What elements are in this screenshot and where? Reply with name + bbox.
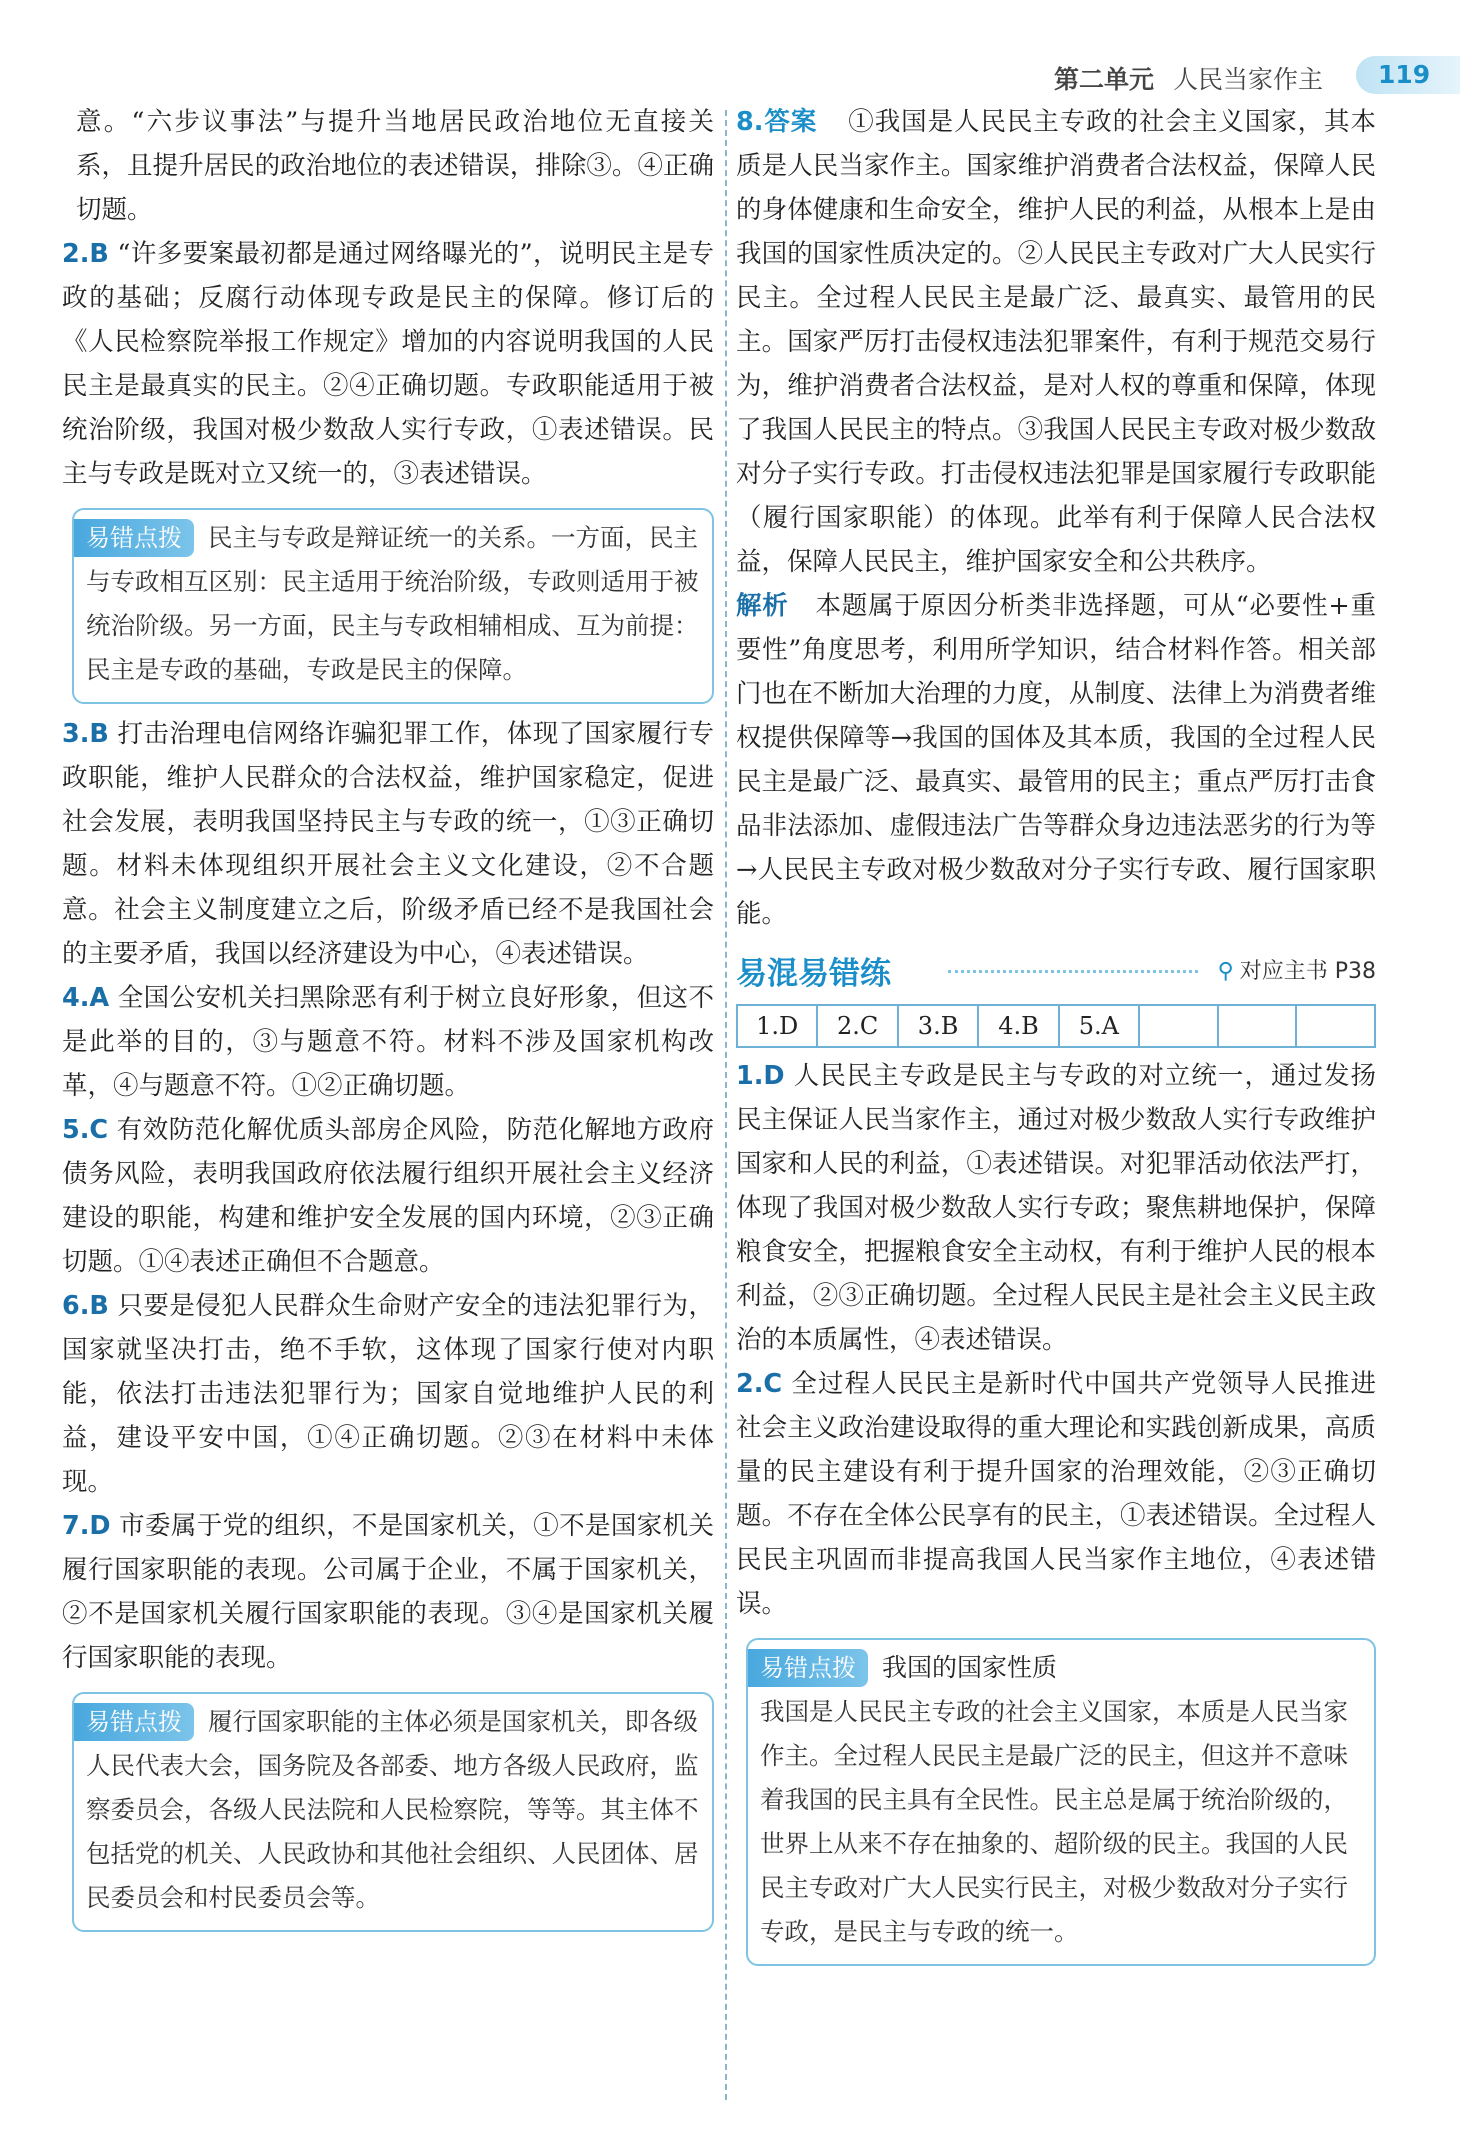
analysis-paragraph (736, 584, 1376, 936)
tip-tag: 易错点拨 (74, 1703, 194, 1741)
item-text: “许多要案最初都是通过网络曝光的”，说明民主是专政的基础；反腐行动体现专政是民主的保障。修订后的《人民检察院举报工作规定》增加的内容说明我国的人民民主是最真实的民主。②④正确切题。专政职能适用于被统治阶级，我国对极少数敌人实行专政，①表述错误。民主与专政是既对立又统一的，③表述错误。 (62, 239, 715, 489)
practice-item-1 (736, 1054, 1376, 1362)
page-number-badge (1356, 56, 1460, 94)
tip-box (72, 508, 714, 704)
answer-table (736, 1004, 1376, 1048)
item-text: 人民民主专政是民主与专政的对立统一，通过发扬民主保证人民当家作主，通过对极少数敌人实行专政维护国家和人民的利益，①表述错误。对犯罪活动依法严打，体现了我国对极少数敌人实行专政；聚焦耕地保护，保障粮食安全，把握粮食安全主动权，有利于维护人民的根本利益，②③正确切题。全过程人民民主是社会主义民主政治的本质属性，④表述错误。 (736, 1061, 1376, 1355)
section-title: 易混易错练 (736, 956, 891, 992)
item-text: ①我国是人民民主专政的社会主义国家，其本质是人民当家作主。国家维护消费者合法权益，保障人民的身体健康和生命安全，维护人民的利益，从根本上是由我国的国家性质决定的。②人民民主专政对广大人民实行民主。全过程人民民主是最广泛、最真实、最管用的民主。国家严厉打击侵权违法犯罪案件，有利于规范交易行为，维护消费者合法权益，是对人权的尊重和保障，体现了我国人民民主的特点。③我国人民民主专政对极少数敌对分子实行专政。打击侵权违法犯罪是国家履行专政职能（履行国家职能）的体现。此举有利于保障人民合法权益，保障人民民主，维护国家安全和公共秩序。 (736, 107, 1376, 577)
answer-cell (1218, 1005, 1297, 1047)
item-text: 只要是侵犯人民群众生命财产安全的违法犯罪行为，国家就坚决打击，绝不手软，这体现了国家行使对内职能，依法打击违法犯罪行为；国家自觉地维护人民的利益，建设平安中国，①④正确切题。②③在材料中未体现。 (62, 1291, 714, 1497)
right-column (736, 100, 1376, 1974)
item-text: 全过程人民民主是新时代中国共产党领导人民推进社会主义政治建设取得的重大理论和实践创新成果，高质量的民主建设有利于提升国家的治理效能，②③正确切题。不存在全体公民享有的民主，①表述错误。全过程人民民主巩固而非提高我国人民当家作主地位，④表述错误。 (736, 1369, 1376, 1619)
answer-item-7 (62, 1504, 714, 1680)
item-number: 8.答案 (736, 107, 818, 137)
answer-item-3 (62, 712, 714, 976)
unit-title: 人民当家作主 (1173, 65, 1324, 94)
page-number: 119 (1378, 60, 1431, 89)
tip-text: 民主与专政是辩证统一的关系。一方面，民主与专政相互区别：民主适用于统治阶级，专政则适用于被统治阶级。另一方面，民主与专政相辅相成、互为前提：民主是专政的基础，专政是民主的保障。 (86, 523, 699, 684)
answer-item-2 (62, 232, 714, 496)
answer-row (737, 1005, 1375, 1047)
answer-cell: 1.D (737, 1005, 817, 1047)
answer-cell: 3.B (898, 1005, 978, 1047)
item-number: 1.D (736, 1061, 785, 1091)
magnifier-icon: ⚲ (1217, 959, 1234, 984)
page-header (1040, 52, 1460, 96)
tip-tag: 易错点拨 (748, 1649, 868, 1687)
item-number: 4.A (62, 983, 110, 1013)
answer-item-6 (62, 1284, 714, 1504)
analysis-text: 本题属于原因分析类非选择题，可从“必要性+重要性”角度思考，利用所学知识，结合材料作答。相关部门也在不断加大治理的力度，从制度、法律上为消费者维权提供保障等→我国的国体及其本质，我国的全过程人民民主是最广泛、最真实、最管用的民主；重点严厉打击食品非法添加、虚假违法广告等群众身边违法恶劣的行为等→人民民主专政对极少数敌对分子实行专政、履行国家职能。 (736, 591, 1377, 929)
tip-title: 我国的国家性质 (882, 1653, 1058, 1682)
left-column (62, 100, 714, 1940)
item-text: 有效防范化解优质头部房企风险，防范化解地方政府债务风险，表明我国政府依法履行组织开展社会主义经济建设的职能，构建和维护安全发展的国内环境，②③正确切题。①④表述正确但不合题意。 (62, 1115, 714, 1277)
item-number: 7.D (62, 1511, 111, 1541)
section-dotted-rule (948, 970, 1198, 973)
item-number: 2.C (736, 1369, 783, 1399)
column-divider (725, 110, 727, 2100)
section-reference (1218, 954, 1376, 985)
section-header (736, 946, 1376, 996)
tip-box (72, 1692, 714, 1932)
answer-cell (1139, 1005, 1218, 1047)
tip-text: 我国是人民民主专政的社会主义国家，本质是人民当家作主。全过程人民民主是最广泛的民主，但这并不意味着我国的民主具有全民性。民主总是属于统治阶级的，世界上从来不存在抽象的、超阶级的民主。我国的人民民主专政对广大人民实行民主，对极少数敌对分子实行专政，是民主与专政的统一。 (760, 1697, 1348, 1946)
tip-box (746, 1638, 1376, 1966)
answer-item-5 (62, 1108, 714, 1284)
item-number: 5.C (62, 1115, 109, 1145)
answer-item-8 (736, 100, 1376, 584)
unit-label: 第二单元 (1054, 65, 1155, 94)
answer-cell: 4.B (978, 1005, 1058, 1047)
intro-paragraph: 意。“六步议事法”与提升当地居民政治地位无直接关系，且提升居民的政治地位的表述错误，排除③。④正确切题。 (76, 107, 714, 225)
answer-item-4 (62, 976, 714, 1108)
answer-cell: 2.C (817, 1005, 897, 1047)
item-number: 3.B (62, 719, 109, 749)
practice-item-2 (736, 1362, 1376, 1626)
analysis-label: 解析 (736, 591, 789, 621)
answer-cell: 5.A (1059, 1005, 1139, 1047)
item-number: 6.B (62, 1291, 109, 1321)
item-text: 市委属于党的组织，不是国家机关，①不是国家机关履行国家职能的表现。公司属于企业，不属于国家机关，②不是国家机关履行国家职能的表现。③④是国家机关履行国家职能的表现。 (62, 1511, 714, 1673)
item-text: 打击治理电信网络诈骗犯罪工作，体现了国家履行专政职能，维护人民群众的合法权益，维护国家稳定，促进社会发展，表明我国坚持民主与专政的统一，①③正确切题。材料未体现组织开展社会主义文化建设，②不合题意。社会主义制度建立之后，阶级矛盾已经不是我国社会的主要矛盾，我国以经济建设为中心，④表述错误。 (62, 719, 714, 969)
tip-tag: 易错点拨 (74, 519, 194, 557)
item-number: 2.B (62, 239, 109, 269)
tip-text: 履行国家职能的主体必须是国家机关，即各级人民代表大会，国务院及各部委、地方各级人民政府，监察委员会，各级人民法院和人民检察院，等等。其主体不包括党的机关、人民政协和其他社会组织、人民团体、居民委员会和村民委员会等。 (86, 1707, 699, 1912)
item-text: 全国公安机关扫黑除恶有利于树立良好形象，但这不是此举的目的，③与题意不符。材料不涉及国家机构改革，④与题意不符。①②正确切题。 (62, 983, 714, 1101)
answer-cell (1296, 1005, 1375, 1047)
reference-text: 对应主书 P38 (1239, 959, 1376, 984)
